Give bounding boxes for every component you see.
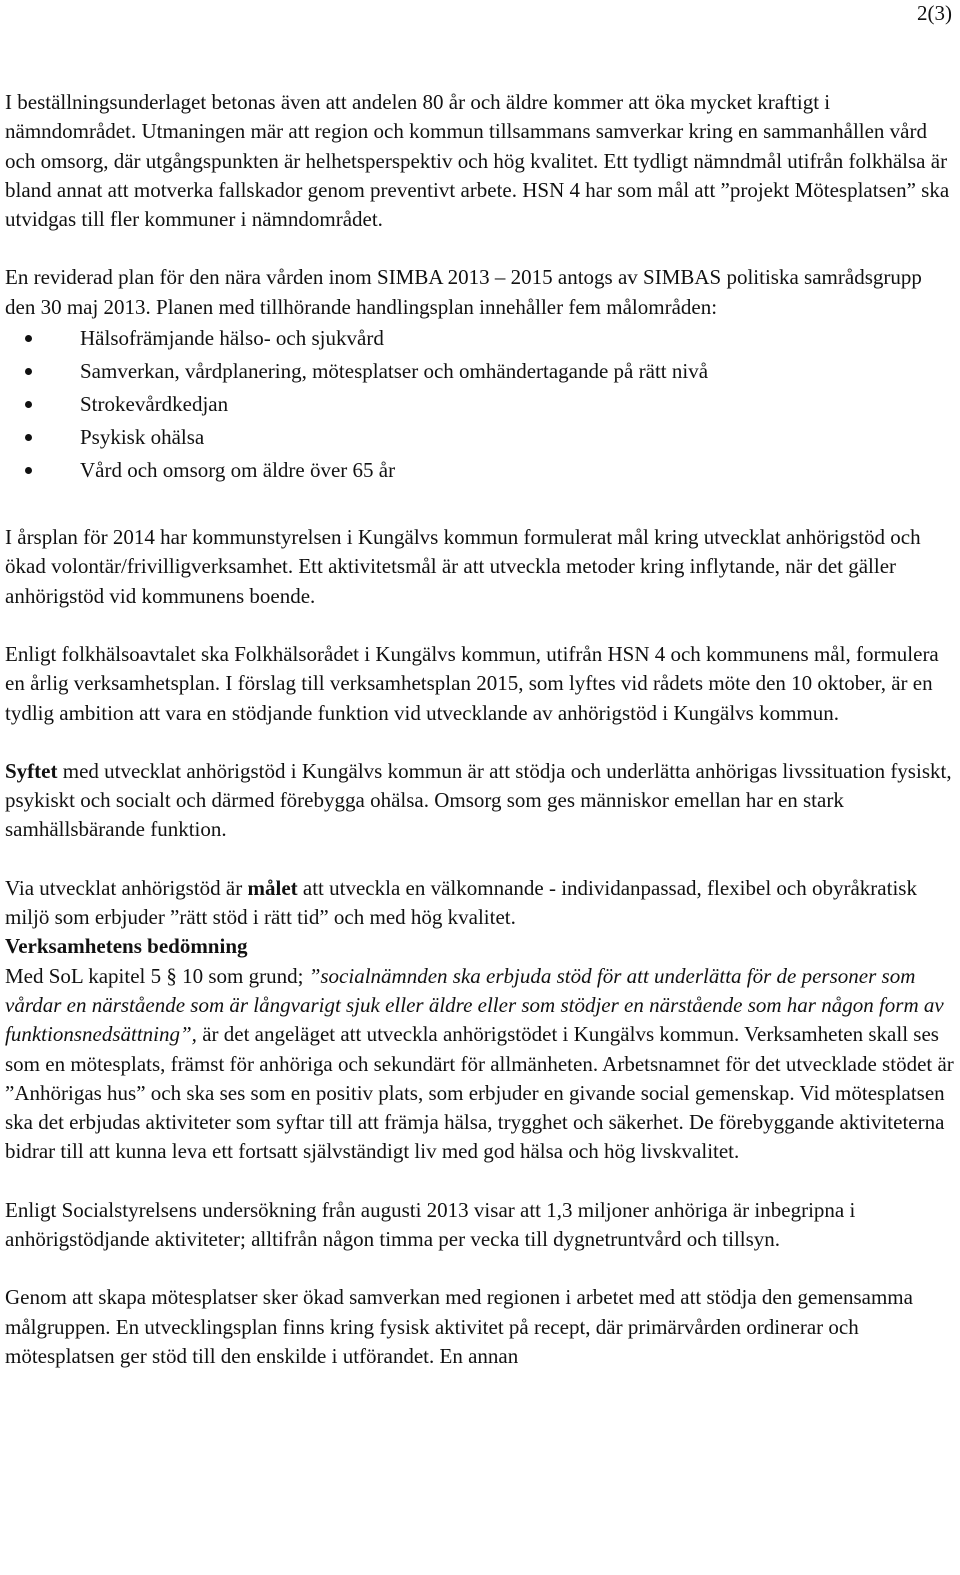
law-quote: ”socialnämnden ska erbjuda stöd för att underlätta för de personer som vårdar en närstående som är långvarigt sjuk eller äldre eller som stödjer en närstående som har någon form av funktionsnedsättning”, bbox=[5, 963, 944, 1047]
list-item: Psykisk ohälsa bbox=[5, 421, 955, 454]
purpose-text: med utvecklat anhörigstöd i Kungälvs kommun är att stödja och underlätta anhörigas livssituation fysiskt, psykiskt och socialt och därmed förebygga ohälsa. Omsorg som ges människor emellan har en stark samhällsbärande funktion. bbox=[5, 758, 952, 842]
paragraph-purpose bbox=[5, 757, 955, 845]
paragraph-public-health-agreement: Enligt folkhälsoavtalet ska Folkhälsorådet i Kungälvs kommun, utifrån HSN 4 och kommunens mål, formulera en årlig verksamhetsplan. I förslag till verksamhetsplan 2015, som lyftes vid rådets möte den 10 oktober, är en tydlig ambition att vara en stödjande funktion vid utvecklande av anhörigstöd i Kungälvs kommun. bbox=[5, 641, 939, 725]
paragraph-goal bbox=[5, 874, 955, 933]
document-body bbox=[5, 88, 955, 1371]
paragraph-survey: Enligt Socialstyrelsens undersökning från augusti 2013 visar att 1,3 miljoner anhöriga är inbegripna i anhörigstödjande aktiviteter; alltifrån någon timma per vecka till dygnetruntvård och tillsyn. bbox=[5, 1197, 856, 1252]
section-heading: Verksamhetens bedömning bbox=[5, 934, 248, 959]
paragraph-assignment-basis: I beställningsunderlaget betonas även att andelen 80 år och äldre kommer att öka mycket kraftigt i nämndområdet. Utmaningen mär att region och kommun tillsammans samverkar kring en sammanhållen vård och omsorg, där utgångspunkten är helhetsperspektiv och hög kvalitet. Ett tydligt nämndmål utifrån folkhälsa är bland annat att motverka fallskador genom preventivt arbete. HSN 4 har som mål att ”projekt Mötesplatsen” ska utvidgas till fler kommuner i nämndområdet. bbox=[5, 90, 950, 232]
paragraph-meeting-places: Genom att skapa mötesplatser sker ökad samverkan med regionen i arbetet med att stödja den gemensamma målgruppen. En utvecklingsplan finns kring fysisk aktivitet på recept, där primärvården ordinerar och mötesplatsen ger stöd till den enskilde i utförandet. En annan bbox=[5, 1285, 913, 1368]
list-item: Strokevårdkedjan bbox=[5, 388, 955, 421]
paragraph-annual-plan: I årsplan för 2014 har kommunstyrelsen i Kungälvs kommun formulerat mål kring utvecklat anhörigstöd och ökad volontär/frivilligverksamhet. Ett aktivitetsmål är att utveckla metoder kring inflytande, när det gäller anhörigstöd vid kommunens boende. bbox=[5, 525, 921, 608]
goal-text-start: Via utvecklat anhörigstöd är bbox=[5, 875, 248, 900]
paragraph-assessment bbox=[5, 962, 955, 1167]
goal-keyword: målet bbox=[247, 875, 298, 900]
goal-text-rest: att utveckla en välkomnande - individanpassad, flexibel och obyråkratisk miljö som erbjuder ”rätt stöd i rätt tid” och med hög kvalitet. bbox=[5, 875, 917, 930]
focus-area-list bbox=[5, 322, 955, 487]
purpose-keyword: Syftet bbox=[5, 758, 58, 783]
list-item: Samverkan, vårdplanering, mötesplatser och omhändertagande på rätt nivå bbox=[5, 355, 955, 388]
list-item: Vård och omsorg om äldre över 65 år bbox=[5, 454, 955, 487]
paragraph-simba-plan: En reviderad plan för den nära vården inom SIMBA 2013 – 2015 antogs av SIMBAS politiska samrådsgrupp den 30 maj 2013. Planen med tillhörande handlingsplan innehåller fem målområden: bbox=[5, 265, 922, 319]
assessment-text-rest: är det angeläget att utveckla anhörigstödet i Kungälvs kommun. Verksamheten skall ses som en mötesplats, främst för anhöriga och sekundärt för allmänheten. Arbetsnamnet för det utvecklade stödet är ”Anhörigas hus” och ska ses som en positiv plats, som erbjuder en givande social gemenskap. Vid mötesplatsen ska det erbjudas aktiviteter som syftar till att främja hälsa, trygghet och säkerhet. De förebyggande aktiviteterna bidrar till att kunna leva ett fortsatt självständigt liv med god hälsa och hög livskvalitet. bbox=[5, 1022, 954, 1164]
page-number: 2(3) bbox=[917, 1, 952, 25]
list-item: Hälsofrämjande hälso- och sjukvård bbox=[5, 322, 955, 355]
assessment-text-start: Med SoL kapitel 5 § 10 som grund; bbox=[5, 963, 309, 988]
